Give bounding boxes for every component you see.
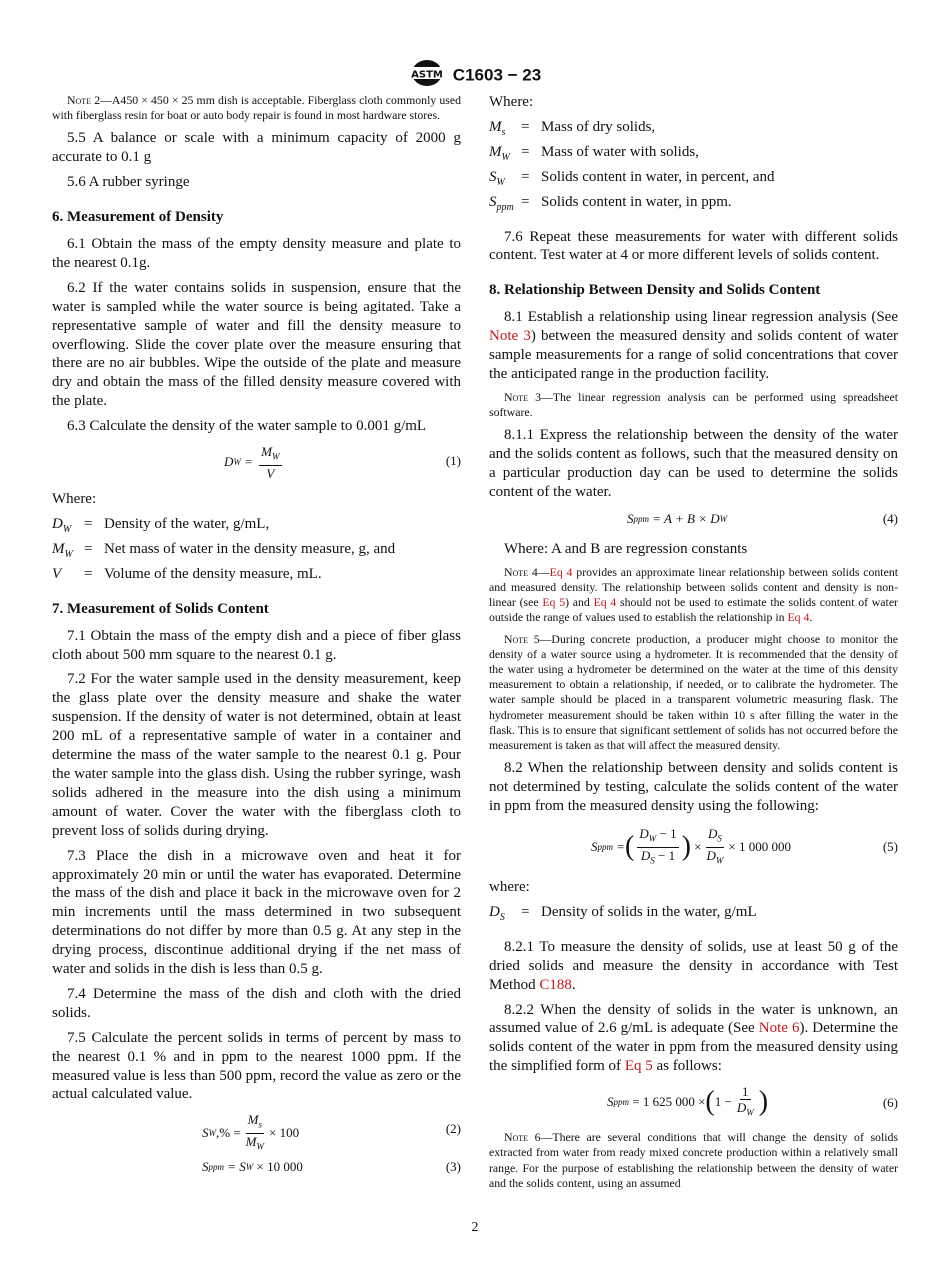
para-8-2-2: 8.2.2 When the density of solids in the water is unknown, an assumed value of 2.6 g/mL is adequate (See Note 6). Determine the solids content of the water in ppm from the measured density using the simplified form of Eq 5 as follows: — [489, 1001, 898, 1075]
equation-6: S ppm = 1 625 000 × ( 1 − $\frac{1}{D_W}$ ) (6) — [607, 1084, 898, 1118]
eq-4-link[interactable]: Eq 4 — [593, 595, 617, 610]
astm-logo-icon — [409, 58, 445, 93]
c188-link[interactable]: C188 — [539, 976, 572, 993]
where-label: Where: — [52, 491, 97, 508]
equation-4: S ppm = A + B × D W (4) — [489, 510, 898, 530]
regression-constants: Where: A and B are regression constants — [504, 540, 748, 557]
definition-row: $D_S$ = Density of solids in the water, g/mL — [489, 903, 757, 923]
equation-1: D W = $\frac{M_W}{V}$ (1) — [224, 444, 461, 481]
section-6-heading: 6. Measurement of Density — [52, 209, 224, 226]
page-number: 2 — [471, 1220, 479, 1235]
equation-5: S ppm = ( $\frac{D_W - 1}{D_S - 1}$ ) × $\frac{D_S}{D_W}$ × 1 000 000 (5) — [591, 825, 898, 866]
where-label: where: — [489, 878, 530, 895]
note-2: Note 2—A450 × 450 × 25 mm dish is acceptable. Fiberglass cloth commonly used with fiberglass resin for boat or auto body repair is found in most hardware stores. — [52, 93, 462, 123]
equation-number: (4) — [882, 510, 898, 526]
note-3-link[interactable]: Note 3 — [489, 328, 531, 345]
para-6-2: 6.2 If the water contains solids in suspension, ensure that the water is sampled while the water source is being agitated. Take a representative sample of water and fill the density measure to overflowing. Slide the cover plate over the measure ensuring that there are no air bubbles. Wipe the outside of the plate and measure dry and obtain the mass of the filled density measure covered with the plate. — [52, 279, 461, 410]
para-5-5: 5.5 A balance or scale with a minimum capacity of 2000 g accurate to 0.1 g — [52, 130, 461, 166]
definition-row: $M_s$ = Mass of dry solids, — [489, 118, 656, 138]
definition-row: $S_W$ = Solids content in water, in percent, and — [489, 168, 775, 188]
para-7-6: 7.6 Repeat these measurements for water with different solids content. Test water at 4 or more different levels of solids content. — [489, 228, 898, 264]
para-6-3: 6.3 Calculate the density of the water sample to 0.001 g/mL — [67, 418, 427, 435]
definition-row: $D_W$ = Density of the water, g/mL, — [52, 516, 270, 535]
equation-2: S W ,% = $\frac{M_s}{M_W}$ × 100 (2) — [202, 1112, 461, 1152]
para-7-1: 7.1 Obtain the mass of the empty dish and a piece of fiber glass cloth about 500 mm square to the nearest 0.1 g. — [52, 627, 461, 663]
para-7-2: 7.2 For the water sample used in the density measurement, keep the glass plate over the density measure and shake the water suspension. If the density of water is not determined, obtain at least 200 mL of a representative sample of water in a container and determine the mass of the water sample to the nearest 0.1 g. Pour the water sample into the glass dish. Using the rubber syringe, wash solids adhered in the measure into the dish using a minimum amount of water. Cover the water with the fiberglass cloth to prevent loss of solids during drying. — [52, 671, 461, 839]
definitions-1 — [52, 515, 461, 584]
para-5-6: 5.6 A rubber syringe — [67, 174, 190, 191]
definitions-3 — [489, 903, 898, 928]
page-header — [0, 58, 950, 93]
para-8-1-1: 8.1.1 Express the relationship between the density of the water and the solids content as follows, such that the measured density on a particular production day can be used to determine the solids content of the water. — [489, 427, 898, 500]
definitions-2 — [489, 118, 898, 218]
para-7-3: 7.3 Place the dish in a microwave oven and heat it for approximately 20 min or until the water has evaporated. Determine the mass of the dish and place it back in the microwave oven for 2 min increments until the mass determined in two subsequent determinations do not differ by more than 0.5 g. At any step in the drying process, discontinue additional drying if the net mass of water and solids in the dish is less than 0.5 g. — [52, 847, 461, 978]
definition-row: $M_W$ = Mass of water with solids, — [489, 143, 699, 163]
definition-row: V = Volume of the density measure, mL. — [52, 565, 322, 582]
svg-text:ASTM: ASTM — [410, 69, 443, 81]
para-8-2: 8.2 When the relationship between density and solids content is not determined by testing, calculate the solids content of the water in ppm from the measured density using the following: — [489, 760, 898, 815]
where-label: Where: — [489, 94, 534, 110]
para-8-1: 8.1 Establish a relationship using linear regression analysis (See Note 3) between the measured density and solids content of water sample measurements for a range of solid concentrations that cover the anticipated range in the production facility. — [489, 309, 898, 382]
document-id: C1603 − 23 — [452, 65, 542, 85]
equation-number: (5) — [882, 838, 898, 854]
note-6-link[interactable]: Note 6 — [758, 1020, 800, 1037]
note-6: Note 6—There are several conditions that will change the density of solids extracted from water from ready mixed concrete production within a relatively small range. For the purpose of establishing the relationship between the density of water and the solids content, using an assumed — [489, 1130, 898, 1190]
para-8-2-1: 8.2.1 To measure the density of solids, use at least 50 g of the dried solids and measure the density in accordance with Test Method C188. — [489, 938, 898, 993]
definition-row: $S_{ppm}$ = Solids content in water, in ppm. — [489, 193, 732, 213]
section-8-heading: 8. Relationship Between Density and Solids Content — [489, 282, 821, 299]
equation-number: (2) — [445, 1121, 461, 1137]
eq-5-link[interactable]: Eq 5 — [542, 595, 566, 610]
definition-row: $M_W$ = Net mass of water in the density measure, g, and — [52, 540, 396, 560]
eq-4-link[interactable]: Eq 4 — [787, 610, 810, 625]
equation-3: S ppm = S W × 10 000 (3) — [52, 1158, 461, 1178]
eq-5-link[interactable]: Eq 5 — [624, 1058, 653, 1075]
para-7-5: 7.5 Calculate the percent solids in terms of percent by mass to the nearest 0.1 % and in ppm to the nearest 1000 ppm. If the measured value is less than 500 ppm, record the value as zero or the actual calculated value. — [52, 1029, 461, 1103]
eq-4-link[interactable]: Eq 4 — [549, 564, 573, 579]
section-7-heading: 7. Measurement of Solids Content — [52, 600, 269, 617]
right-column — [489, 93, 898, 1197]
note-4: Note 4—Eq 4 provides an approximate linear relationship between solids content and measured density. The relationship between solids content and density is non-linear (see Eq 5) and Eq 4 should not be used to estimate the solids content of water outside the range of values used to establish the relationship in Eq 4. — [489, 564, 898, 625]
para-7-4: 7.4 Determine the mass of the dish and cloth with the dried solids. — [52, 985, 461, 1021]
note-3: Note 3—The linear regression analysis can be performed using spreadsheet software. — [489, 389, 898, 420]
left-column — [52, 93, 461, 1188]
equation-number: (3) — [445, 1159, 461, 1175]
note-5: Note 5—During concrete production, a producer might choose to monitor the density of a water source using a hydrometer. It is recommended that the density of the water using a hydrometer be determined on the water at the time of this density measurement to obtain a relationship, if needed, or to calibrate the hydrometer. The water sample should be placed in a transparent volumetric measuring flask. The hydrometer measurement should be taken within 10 s after filling the water in the flask. This is to ensure that significant settlement of solids has not occurred before the measurement is taken as that will affect the measured density. — [489, 631, 899, 753]
equation-number: (6) — [882, 1095, 898, 1111]
equation-number: (1) — [445, 453, 461, 469]
para-6-1: 6.1 Obtain the mass of the empty density measure and plate to the nearest 0.1g. — [52, 236, 461, 271]
